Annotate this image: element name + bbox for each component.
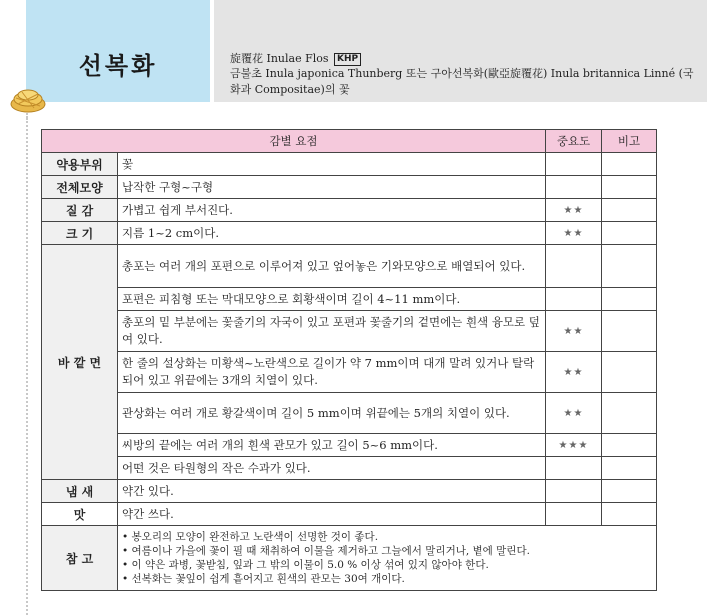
row-importance [546, 480, 602, 503]
table-row [42, 393, 657, 434]
row-importance: ★★ [546, 311, 602, 352]
table-row [42, 503, 657, 526]
reference-note: • 봉오리의 모양이 완전하고 노란색이 선명한 것이 좋다. [122, 531, 379, 543]
table-row [42, 199, 657, 222]
row-remark [602, 176, 657, 199]
row-text: 꽃 [118, 153, 546, 176]
row-label: 크 기 [42, 222, 118, 245]
row-text: 총포의 밑 부분에는 꽃줄기의 자국이 있고 포편과 꽃줄기의 겉면에는 흰색 융모로 덮여 있다. [118, 311, 546, 352]
margin-dotted-line [26, 118, 28, 615]
header-key-points: 감별 요점 [42, 130, 546, 153]
row-text: 한 줄의 설상화는 미황색~노란색으로 길이가 약 7 mm이며 대개 말려 있거나 탈락되어 있고 위끝에는 3개의 치열이 있다. [118, 352, 546, 393]
row-remark [602, 393, 657, 434]
row-importance [546, 503, 602, 526]
table-row [42, 176, 657, 199]
row-importance: ★★ [546, 352, 602, 393]
table-row [42, 153, 657, 176]
row-text: 씨방의 끝에는 여러 개의 흰색 관모가 있고 길이 5~6 mm이다. [118, 434, 546, 457]
row-label: 질 감 [42, 199, 118, 222]
row-remark [602, 222, 657, 245]
table-header-row [42, 130, 657, 153]
reference-notes [118, 526, 657, 591]
row-remark [602, 352, 657, 393]
khp-badge: KHP [334, 53, 361, 66]
reference-note: • 선복화는 꽃잎이 쉽게 흩어지고 흰색의 관모는 30여 개이다. [122, 573, 405, 585]
row-remark [602, 480, 657, 503]
page-title: 선복화 [78, 52, 158, 80]
smell-text: 약간 있다. [118, 480, 546, 503]
header-importance: 중요도 [546, 130, 602, 153]
reference-note: • 이 약은 과병, 꽃받침, 잎과 그 밖의 이물이 5.0 % 이상 섞여 있지 않아야 한다. [122, 559, 489, 571]
row-label: 전체모양 [42, 176, 118, 199]
row-importance [546, 457, 602, 480]
row-label: 약용부위 [42, 153, 118, 176]
table-row [42, 245, 657, 288]
reference-label: 참 고 [42, 526, 118, 591]
row-importance [546, 153, 602, 176]
reference-row [42, 526, 657, 591]
row-text: 납작한 구형~구형 [118, 176, 546, 199]
row-text: 포편은 피침형 또는 막대모양으로 회황색이며 길이 4~11 mm이다. [118, 288, 546, 311]
header-panel [214, 0, 707, 102]
table-row [42, 311, 657, 352]
table-row [42, 457, 657, 480]
row-text: 어떤 것은 타원형의 작은 수과가 있다. [118, 457, 546, 480]
row-remark [602, 434, 657, 457]
row-text: 총포는 여러 개의 포편으로 이루어져 있고 엎어놓은 기와모양으로 배열되어 있다. [118, 245, 546, 288]
taste-text: 약간 쓰다. [118, 503, 546, 526]
row-remark [602, 288, 657, 311]
row-importance [546, 245, 602, 288]
table-row [42, 222, 657, 245]
table-row [42, 288, 657, 311]
row-importance: ★★ [546, 222, 602, 245]
reference-note: • 여름이나 가을에 꽃이 필 때 채취하여 이물을 제거하고 그늘에서 말리거나, 볕에 말린다. [122, 545, 530, 557]
row-remark [602, 199, 657, 222]
herb-latin-name: 旋覆花 Inulae Flos [230, 52, 329, 65]
header-remarks: 비고 [602, 130, 657, 153]
table-row [42, 480, 657, 503]
table-row [42, 434, 657, 457]
row-importance [546, 176, 602, 199]
herb-origin-line: 금불초 Inula japonica Thunberg 또는 구아선복화(歐亞旋覆花) Inula britannica Linné (국화과 Compositae)의 꽃 [230, 67, 694, 96]
appearance-label: 바 깥 면 [42, 245, 118, 480]
row-text: 지름 1~2 cm이다. [118, 222, 546, 245]
row-importance: ★★ [546, 199, 602, 222]
row-remark [602, 457, 657, 480]
smell-label: 냄 새 [42, 480, 118, 503]
row-importance [546, 288, 602, 311]
herb-bundle-icon [8, 86, 48, 114]
row-importance: ★★ [546, 393, 602, 434]
row-remark [602, 245, 657, 288]
table-row [42, 352, 657, 393]
taste-label: 맛 [42, 503, 118, 526]
row-text: 관상화는 여러 개로 황갈색이며 길이 5 mm이며 위끝에는 5개의 치열이 있다. [118, 393, 546, 434]
row-remark [602, 503, 657, 526]
row-importance: ★★★ [546, 434, 602, 457]
herb-name-line [230, 50, 361, 66]
row-remark [602, 311, 657, 352]
identification-table [41, 129, 657, 591]
title-panel [26, 0, 210, 102]
row-remark [602, 153, 657, 176]
row-text: 가볍고 쉽게 부서진다. [118, 199, 546, 222]
